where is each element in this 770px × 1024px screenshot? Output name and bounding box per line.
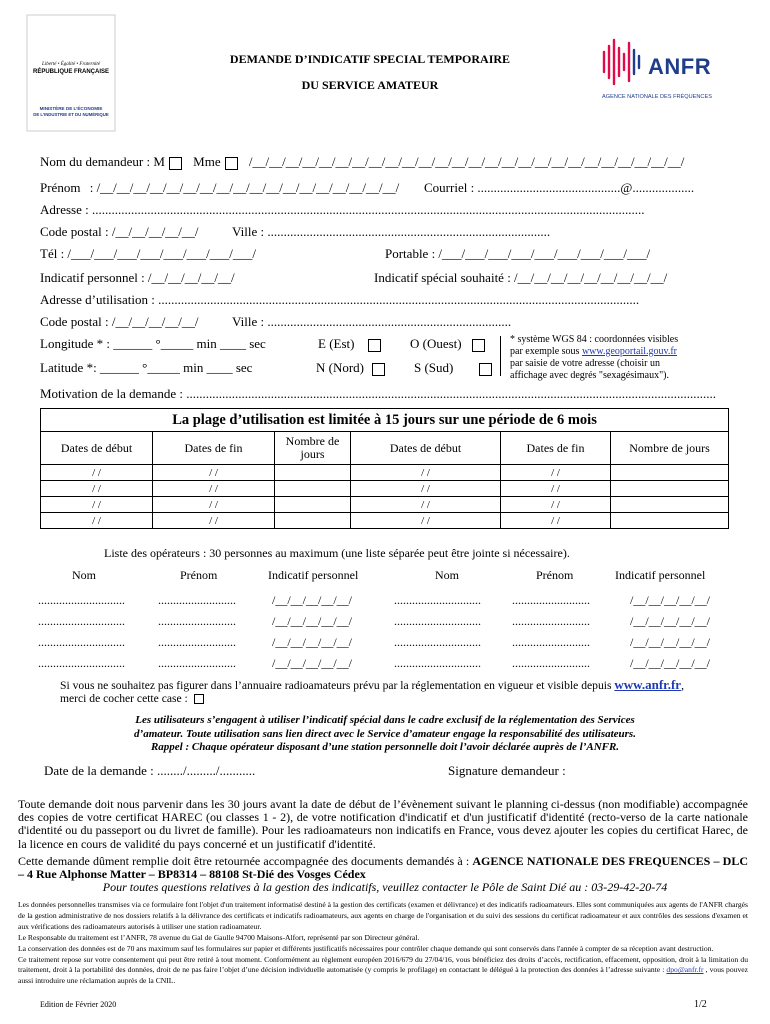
sud-option [414,360,492,376]
operator-indicatif-input[interactable]: /__/__/__/__/__/ [272,656,353,670]
operators-prenom-col-1 [158,590,236,674]
operators-nom-col-2 [394,590,481,674]
page-number: 1/2 [694,999,707,1010]
header-date-debut-1: Dates de début [41,432,153,465]
est-label: E (Est) [318,336,355,351]
operator-nom-input[interactable]: ............................. [38,656,125,670]
submission-instructions: Toute demande doit nous parvenir dans les 30 jours avant la date de début de l’évènement suivant le planning ci-dessus (non modifiable) accompagnée des copies de votre certificat HAREC (ou classes 1 - 2), de votre notification d'indicatif et d'un justificatif d'identité (recto-verso de la carte nationale d'identité ou du passeport ou du livret de famille). Pour les radioamateurs non indicatifs en France, vous devez ajouter les copies du certificat Harec, de la licence en cours de validité du pays concerné et un justificatif d'identité. [18,797,748,851]
wgs-note-prefix: par exemple sous [510,346,582,357]
dates-table [40,408,729,529]
date-fin-cell[interactable]: / / [501,465,611,481]
annuaire-line2: merci de cocher cette case : [60,692,188,705]
operator-nom-input[interactable]: ............................. [394,656,481,670]
nord-option [316,360,385,376]
date-fin-cell[interactable]: / / [153,513,275,529]
nombre-jours-cell[interactable] [275,513,351,529]
nom-label: Nom du demandeur : M [40,154,165,169]
annuaire-optout-line2 [60,692,204,705]
date-debut-cell[interactable]: / / [41,465,153,481]
est-checkbox[interactable] [368,339,381,352]
operator-indicatif-input[interactable]: /__/__/__/__/__/ [630,635,711,649]
indicatif-special-input[interactable]: Indicatif spécial souhaité : /__/__/__/__/__/__/__/__/__/ [374,270,668,285]
col-prenom-1: Prénom [180,568,218,582]
table-row [41,465,729,481]
return-address [18,855,748,881]
nombre-jours-cell[interactable] [275,481,351,497]
col-nom-2: Nom [435,568,459,582]
operator-prenom-input[interactable]: .......................... [158,635,236,649]
form-title-line1: DEMANDE D’INDICATIF SPECIAL TEMPORAIRE [229,52,511,66]
annuaire-text-end: , [681,679,684,692]
prenom-row [40,180,399,196]
table-row [41,497,729,513]
sud-checkbox[interactable] [479,363,492,376]
code-postal-utilisation-input[interactable]: Code postal : /__/__/__/__/__/ [40,314,199,329]
form-title-line2: DU SERVICE AMATEUR [301,78,439,92]
date-debut-cell[interactable]: / / [351,465,501,481]
republique-francaise-logo [26,14,116,132]
operator-indicatif-input[interactable]: /__/__/__/__/__/ [630,656,711,670]
date-fin-cell[interactable]: / / [153,481,275,497]
adresse-input[interactable]: Adresse : .......................................................................................................................................................................... [40,202,645,217]
contact-info: Pour toutes questions relatives à la gestion des indicatifs, veuillez contacter le Pôle de Saint Dié au : 03-29-42-20-74 [102,880,668,894]
nombre-jours-cell[interactable] [275,465,351,481]
col-indicatif-2: Indicatif personnel [615,568,706,582]
legal-paragraph-1: Les données personnelles transmises via ce formulaire font l'objet d'un traitement informatisé destiné à la gestion des certificats (examen et délivrance) et des indicatifs radioamateurs. Elles sont communiquées aux agents de l'ANFR chargés de la gestion administrative de nos dossiers relatifs à la délivrance des certificats et indicatifs radioamateurs, aux agents en charge de l'organisation et du suivi des sessions du certificat radioamateur et aux contrôles des sessions d'examen et aux vérifications des radioamateurs autorisés à utiliser une station radioamateur. [18,900,748,931]
operator-prenom-input[interactable]: .......................... [512,656,590,670]
header-nombre-jours-1: Nombre de jours [275,432,351,465]
operators-indicatif-col-1 [272,590,352,674]
operator-prenom-input[interactable]: .......................... [512,593,590,607]
header-date-fin-1: Dates de fin [153,432,275,465]
legal4-text: Ce traitement repose sur votre consentement qui peut être retiré à tout moment. Conformément au règlement européen 2016/679 du 27/04/16, vous bénéficiez des droits d’accès, rectification, effacement, opposition, droit à la limitation du traitement, droit à la portabilité des données, droit de ne pas faire l’objet d’une décision individuelle automatisée (y compris le profilage) en contactant le délégué à la protection des données à l’adresse suivante : [18,954,748,975]
tel-input[interactable]: Tél : /___/___/___/___/___/___/___/___/ [40,246,256,261]
anfr-name: ANFR [648,54,712,79]
operator-nom-input[interactable]: ............................. [394,635,481,649]
prenom-label: Prénom [40,180,81,195]
nom-input[interactable]: /__/__/__/__/__/__/__/__/__/__/__/__/__/__/__/__/__/__/__/__/__/__/__/__/__/__/ [248,154,685,169]
operator-nom-input[interactable]: ............................. [38,593,125,607]
nord-checkbox[interactable] [372,363,385,376]
nom-demandeur-row [40,154,684,170]
table-row [41,481,729,497]
wgs-note-line2 [510,346,678,358]
rf-motto: Liberté • Égalité • Fraternité [42,62,100,67]
ouest-label: O (Ouest) [410,336,462,351]
operator-indicatif-input[interactable]: /__/__/__/__/__/ [630,614,711,628]
rf-republic-label: RÉPUBLIQUE FRANÇAISE [32,69,109,75]
code-postal-input[interactable]: Code postal : /__/__/__/__/__/ [40,224,199,239]
ouest-option [410,336,485,352]
anfr-subtitle: AGENCE NATIONALE DES FRÉQUENCES [602,94,712,100]
col-prenom-2: Prénom [536,568,574,582]
operator-prenom-input[interactable]: .......................... [512,614,590,628]
sud-label: S (Sud) [414,360,454,375]
operator-indicatif-input[interactable]: /__/__/__/__/__/ [272,635,353,649]
legal4-text-end: , vous pouvez aussi introduire une réclamation auprès de la CNIL. [18,965,748,986]
motivation-input[interactable]: Motivation de la demande : ................................................................................................................................................................... [40,386,716,401]
annuaire-text: Si vous ne souhaitez pas figurer dans l’annuaire radioamateurs prévu par la réglementation en vigueur et visible depuis [60,679,615,692]
operator-nom-input[interactable]: ............................. [38,614,125,628]
date-debut-cell[interactable]: / / [351,481,501,497]
date-debut-cell[interactable]: / / [351,513,501,529]
ville-input[interactable]: Ville : ....................................................................................... [232,224,551,239]
header-date-fin-2: Dates de fin [501,432,611,465]
date-fin-cell[interactable]: / / [153,465,275,481]
nombre-jours-cell[interactable] [611,513,729,529]
date-fin-cell[interactable]: / / [501,497,611,513]
courriel-input[interactable]: Courriel : ............................................@................... [424,180,695,195]
ville-utilisation-input[interactable]: Ville : ........................................................................... [232,314,512,329]
date-debut-cell[interactable]: / / [41,481,153,497]
longitude-input[interactable]: Longitude * : ______ °_____ min ____ sec [40,336,266,351]
date-fin-cell[interactable]: / / [153,497,275,513]
ministry-line2: DE L’INDUSTRIE ET DU NUMÉRIQUE [33,112,109,117]
signature-label: Signature demandeur : [448,763,566,778]
note-divider [500,336,501,376]
engagement-line3: Rappel : Chaque opérateur disposant d’une station personnelle doit l’avoir déclarée auprès de l’ANFR. [150,741,620,753]
nombre-jours-cell[interactable] [611,497,729,513]
operators-nom-col-1 [38,590,125,674]
date-fin-cell[interactable]: / / [501,481,611,497]
legal-notice [18,900,748,987]
header-date-debut-2: Dates de début [351,432,501,465]
operator-nom-input[interactable]: ............................. [394,593,481,607]
mme-label: Mme [193,154,221,169]
annuaire-optout-line1 [60,677,684,693]
engagement-line2: d’amateur. Toute utilisation sans lien direct avec le Service d’amateur engage la responsabilité des utilisateurs. [134,727,636,740]
nombre-jours-cell[interactable] [275,497,351,513]
ouest-checkbox[interactable] [472,339,485,352]
engagement-notice [0,714,770,755]
table-row [41,513,729,529]
return-address-intro: Cette demande dûment remplie doit être retournée accompagnée des documents demandés à : [18,854,473,868]
dates-table-title: La plage d’utilisation est limitée à 15 jours sur une période de 6 mois [41,409,729,432]
adresse-utilisation-input[interactable]: Adresse d’utilisation : .................................................................................................................................................... [40,292,640,307]
indicatif-personnel-input[interactable]: Indicatif personnel : /__/__/__/__/__/ [40,270,235,285]
nord-label: N (Nord) [316,360,365,375]
prenom-input[interactable]: : /__/__/__/__/__/__/__/__/__/__/__/__/__/__/__/__/__/__/ [89,180,400,195]
operator-prenom-input[interactable]: .......................... [158,656,236,670]
operator-prenom-input[interactable]: .......................... [158,593,236,607]
operator-indicatif-input[interactable]: /__/__/__/__/__/ [272,614,353,628]
operator-nom-input[interactable]: ............................. [38,635,125,649]
wgs-note-line3: par saisie de votre adresse (choisir un [510,358,660,369]
col-indicatif-1: Indicatif personnel [268,568,359,582]
operators-title: Liste des opérateurs : 30 personnes au maximum (une liste séparée peut être jointe si nécessaire). [104,546,570,560]
nombre-jours-cell[interactable] [611,465,729,481]
annuaire-optout-checkbox[interactable] [194,694,204,704]
latitude-input[interactable]: Latitude *: ______ °_____ min ____ sec [40,360,253,375]
m-checkbox[interactable] [169,157,182,170]
legal-paragraph-2: Le Responsable du traitement est l’ANFR, 78 avenue du Gal de Gaulle 94700 Maisons-Alfort, représenté par son Directeur général. [18,932,420,942]
portable-input[interactable]: Portable : /___/___/___/___/___/___/___/___/___/ [385,246,651,261]
est-option [318,336,381,352]
return-address-agency: AGENCE NATIONALE DES FREQUENCES – DLC – 4 Rue Alphonse Matter – BP8314 – 88108 St-Dié des Vosges Cédex [18,854,749,882]
operators-indicatif-col-2 [630,590,710,674]
date-debut-cell[interactable]: / / [41,513,153,529]
anfr-link[interactable]: www.anfr.fr [614,677,682,692]
date-demande-input[interactable]: Date de la demande : ......../........./........... [44,763,256,778]
operator-prenom-input[interactable]: .......................... [512,635,590,649]
geoportail-link[interactable]: www.geoportail.gouv.fr [581,346,678,357]
anfr-logo [596,28,722,108]
wgs-note [510,334,678,382]
operator-indicatif-input[interactable]: /__/__/__/__/__/ [272,593,353,607]
header-nombre-jours-2: Nombre de jours [611,432,729,465]
operator-nom-input[interactable]: ............................. [394,614,481,628]
date-debut-cell[interactable]: / / [351,497,501,513]
operator-indicatif-input[interactable]: /__/__/__/__/__/ [630,593,711,607]
operators-prenom-col-2 [512,590,590,674]
legal-paragraph-3: La conservation des données est de 70 ans maximum sauf les formulaires sur papier et différents justificatifs nécessaires pour contrôler chaque demande qui sont conservés dans l'année à compter de sa réception avant destruction. [18,943,714,953]
wgs-note-line4: affichage avec degrés "sexagésimaux"). [510,370,670,381]
wgs-note-line1: * système WGS 84 : coordonnées visibles [510,334,679,345]
col-nom-1: Nom [72,568,96,582]
date-fin-cell[interactable]: / / [501,513,611,529]
dpo-email-link[interactable]: dpo@anfr.fr [666,965,704,975]
nombre-jours-cell[interactable] [611,481,729,497]
date-debut-cell[interactable]: / / [41,497,153,513]
mme-checkbox[interactable] [225,157,238,170]
engagement-line1: Les utilisateurs s’engagent à utiliser l’indicatif spécial dans le cadre exclusif de la réglementation des Services [135,714,635,726]
operator-prenom-input[interactable]: .......................... [158,614,236,628]
ministry-line1: MINISTÈRE DE L’ÉCONOMIE [39,106,103,111]
edition-date: Edition de Février 2020 [40,1000,117,1009]
legal-paragraph-4 [18,955,748,988]
